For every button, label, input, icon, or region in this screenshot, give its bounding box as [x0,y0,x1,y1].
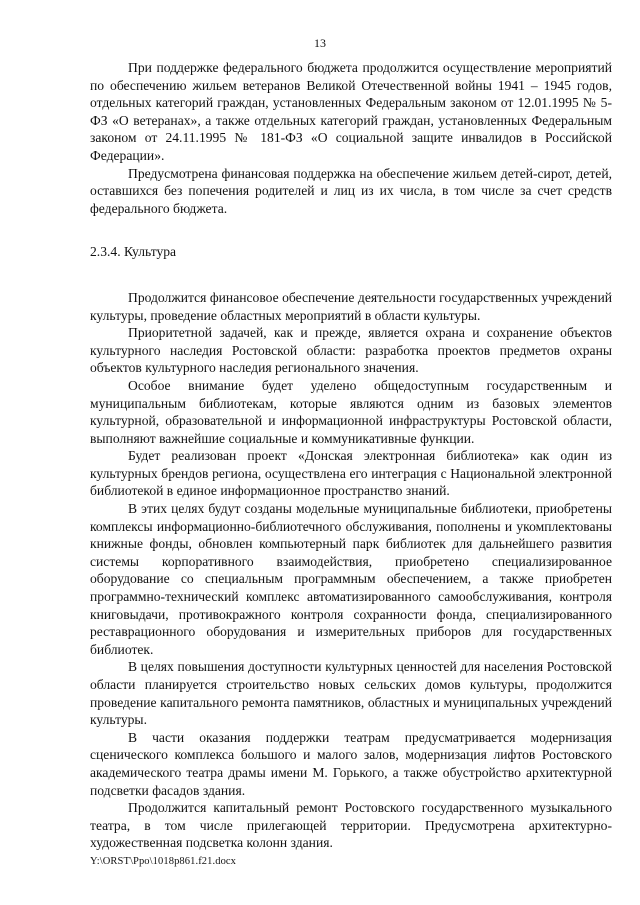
paragraph: Продолжится финансовое обеспечение деятельности государственных учреждений культуры, проведение областных мероприятий в области культуры. [90,289,612,323]
paragraph: Предусмотрена финансовая поддержка на обеспечение жильем детей-сирот, детей, оставшихся без попечения родителей и лиц из их числа, в том числе за счет средств федерального бюджета. [90,165,612,216]
section-heading: 2.3.4. Культура [90,244,177,260]
footer-file-path: Y:\ORST\Ppo\1018p861.f21.docx [90,856,237,867]
paragraph: В части оказания поддержки театрам предусматривается модернизация сценического комплекса большого и малого залов, модернизация лифтов Ростовского академического театра драмы имени М. Горького, а также обустройство архитектурной подсветки фасадов здания. [90,729,612,798]
paragraph: Продолжится капитальный ремонт Ростовского государственного музыкального театра, в том числе прилегающей территории. Предусмотрена архитектурно-художественная подсветка колонн здания. [90,800,612,851]
paragraph: Будет реализован проект «Донская электронная библиотека» как один из культурных брендов региона, осуществлена его интеграция с Национальной электронной библиотекой в единое информационное пространство знаний. [90,448,612,499]
paragraph: При поддержке федерального бюджета продолжится осуществление мероприятий по обеспечению жильем ветеранов Великой Отечественной войны 1941 – 1945 годов, отдельных категорий граждан, установленных Федеральным законом от 12.01.1995 № 5-ФЗ «О ветеранах», а также отдельных категорий граждан, установленных Федеральным законом от 24.11.1995 № 181-ФЗ «О социальной защите инвалидов в Российской Федерации». [90,60,612,163]
document-body [90,59,612,852]
paragraph: Приоритетной задачей, как и прежде, является охрана и сохранение объектов культурного наследия Ростовской области: разработка проектов предметов охраны объектов культурного наследия регионального значения. [90,325,612,376]
paragraph: В целях повышения доступности культурных ценностей для населения Ростовской области планируется строительство новых сельских домов культуры, продолжится проведение капитального ремонта памятников, областных и муниципальных учреждений культуры. [90,659,612,728]
paragraph: Особое внимание будет уделено общедоступным государственным и муниципальным библиотекам, которые являются одним из базовых элементов культурной, образовательной и информационной инфраструктуры Ростовской области, выполняют важнейшие социальные и коммуникативные функции. [90,377,612,446]
paragraph: В этих целях будут созданы модельные муниципальные библиотеки, приобретены комплексы информационно-библиотечного обслуживания, пополнены и укомплектованы книжные фонды, обновлен компьютерный парк библиотек для дальнейшего развития системы корпоративного взаимодействия, приобретено специализированное оборудование со специальным программным обеспечением, а также приобретен программно-технический комплекс автоматизированного самообслуживания, контроля книговыдачи, противокражного контроля сохранности фонда, специализированного реставрационного оборудования и измерительных приборов для государственных библиотек. [90,501,612,657]
page-number: 13 [314,36,326,50]
